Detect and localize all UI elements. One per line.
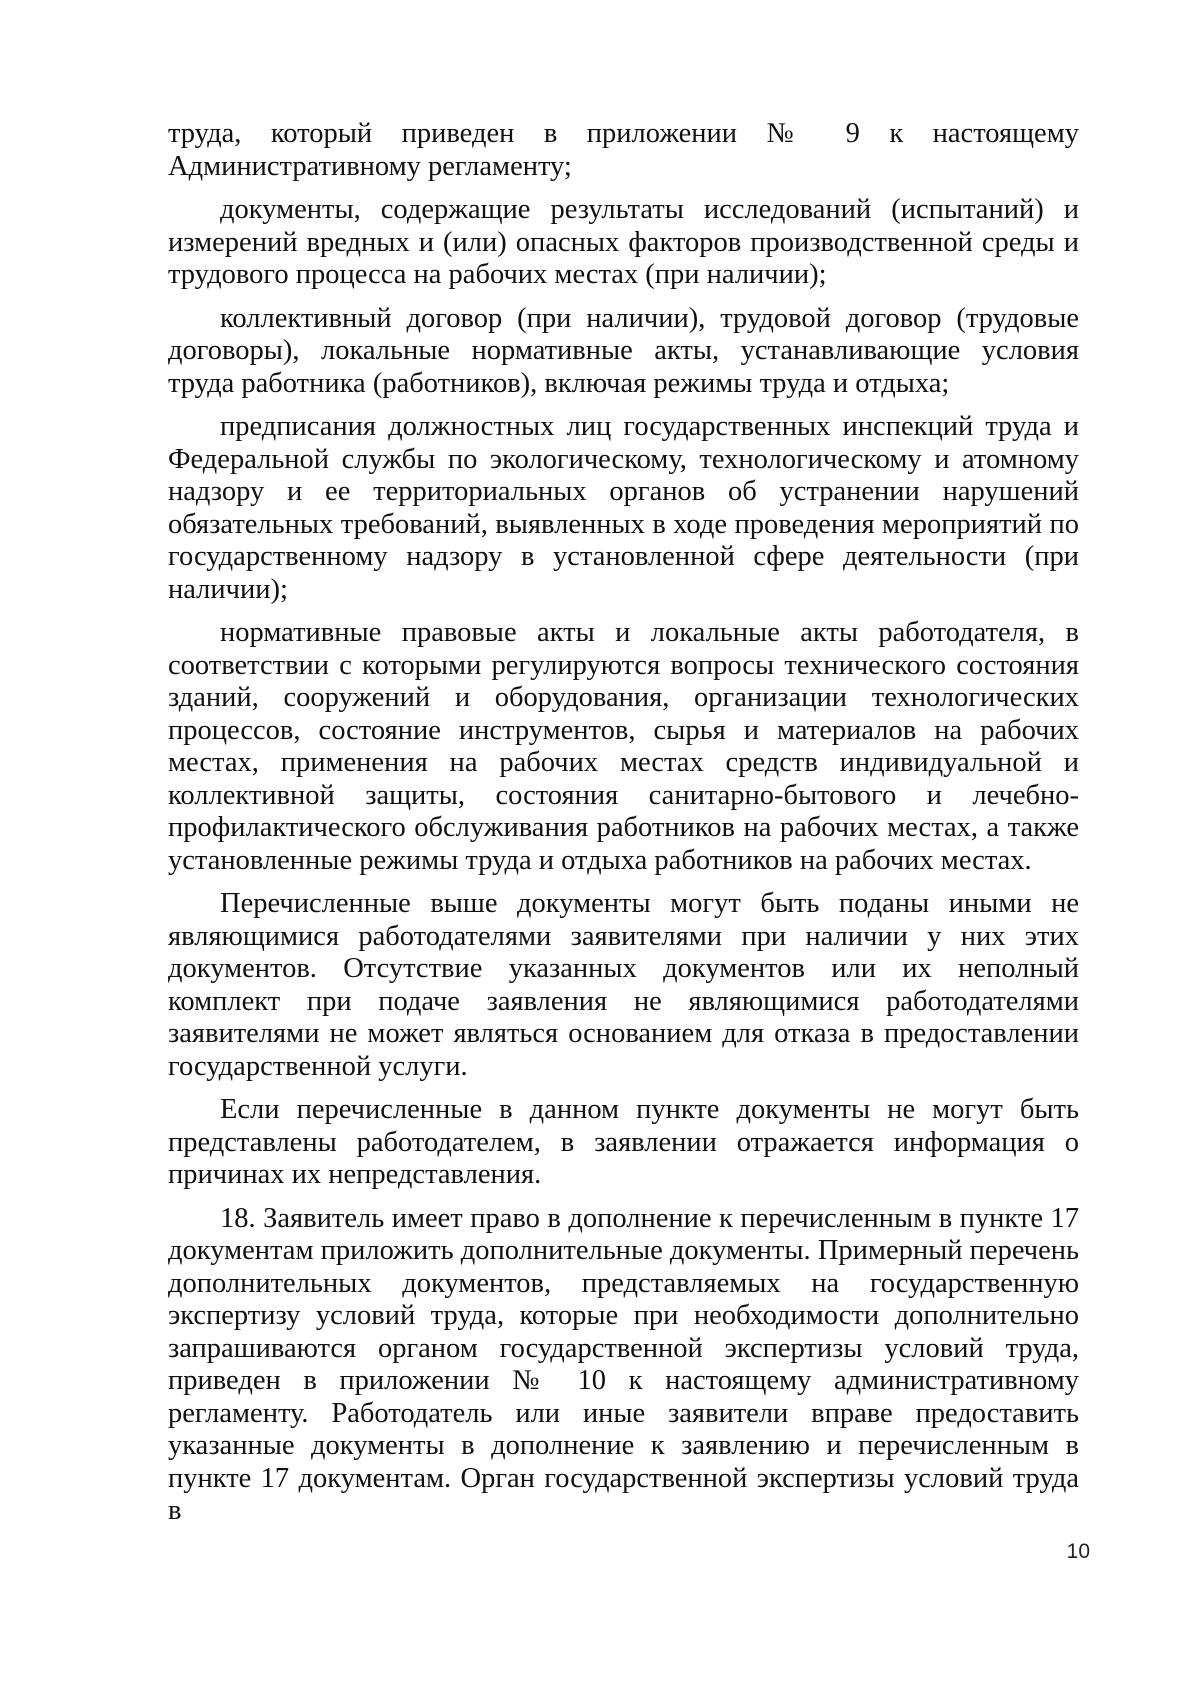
paragraph-missing-documents: Если перечисленные в данном пункте документы не могут быть представлены работодателем, в заявлении отражается информация о причинах их непредставления.	[168, 1094, 1079, 1190]
paragraph-other-applicants: Перечисленные выше документы могут быть поданы иными не являющимися работодателями заявителями при наличии у них этих документов. Отсутствие указанных документов или их неполный комплект при подаче заявления не являющимися работодателями заявителями не может являться основанием для отказа в предоставлении государственной услуги.	[168, 888, 1079, 1082]
paragraph-item-18: 18. Заявитель имеет право в дополнение к перечисленным в пункте 17 документам приложить дополнительные документы. Примерный перечень дополнительных документов, представляемых на государственную экспертизу условий труда, которые при необходимости дополнительно запрашиваются органом государственной экспертизы условий труда, приведен в приложении № 10 к настоящему административному регламенту. Работодатель или иные заявители вправе предоставить указанные документы в дополнение к заявлению и перечисленным в пункте 17 документам. Орган государственной экспертизы условий труда в	[168, 1202, 1079, 1526]
paragraph-continuation: труда, который приведен в приложении № 9 к настоящему Административному регламенту;	[168, 118, 1079, 182]
page-number: 10	[1066, 1540, 1090, 1563]
paragraph-inspection-orders: предписания должностных лиц государственных инспекций труда и Федеральной службы по экологическому, технологическому и атомному надзору и ее территориальных органов об устранении нарушений обязательных требований, выявленных в ходе проведения мероприятий по государственному надзору в установленной сфере деятельности (при наличии);	[168, 411, 1079, 605]
paragraph-normative-acts: нормативные правовые акты и локальные акты работодателя, в соответствии с которыми регулируются вопросы технического состояния зданий, сооружений и оборудования, организации технологических процессов, состояние инструментов, сырья и материалов на рабочих местах, применения на рабочих местах средств индивидуальной и коллективной защиты, состояния санитарно-бытового и лечебно-профилактического обслуживания работников на рабочих местах, а также установленные режимы труда и отдыха работников на рабочих местах.	[168, 617, 1079, 876]
paragraph-collective-agreement: коллективный договор (при наличии), трудовой договор (трудовые договоры), локальные нормативные акты, устанавливающие условия труда работника (работников), включая режимы труда и отдыха;	[168, 302, 1079, 399]
document-body	[168, 118, 1079, 1539]
paragraph-research-documents: документы, содержащие результаты исследований (испытаний) и измерений вредных и (или) опасных факторов производственной среды и трудового процесса на рабочих местах (при наличии);	[168, 194, 1079, 290]
